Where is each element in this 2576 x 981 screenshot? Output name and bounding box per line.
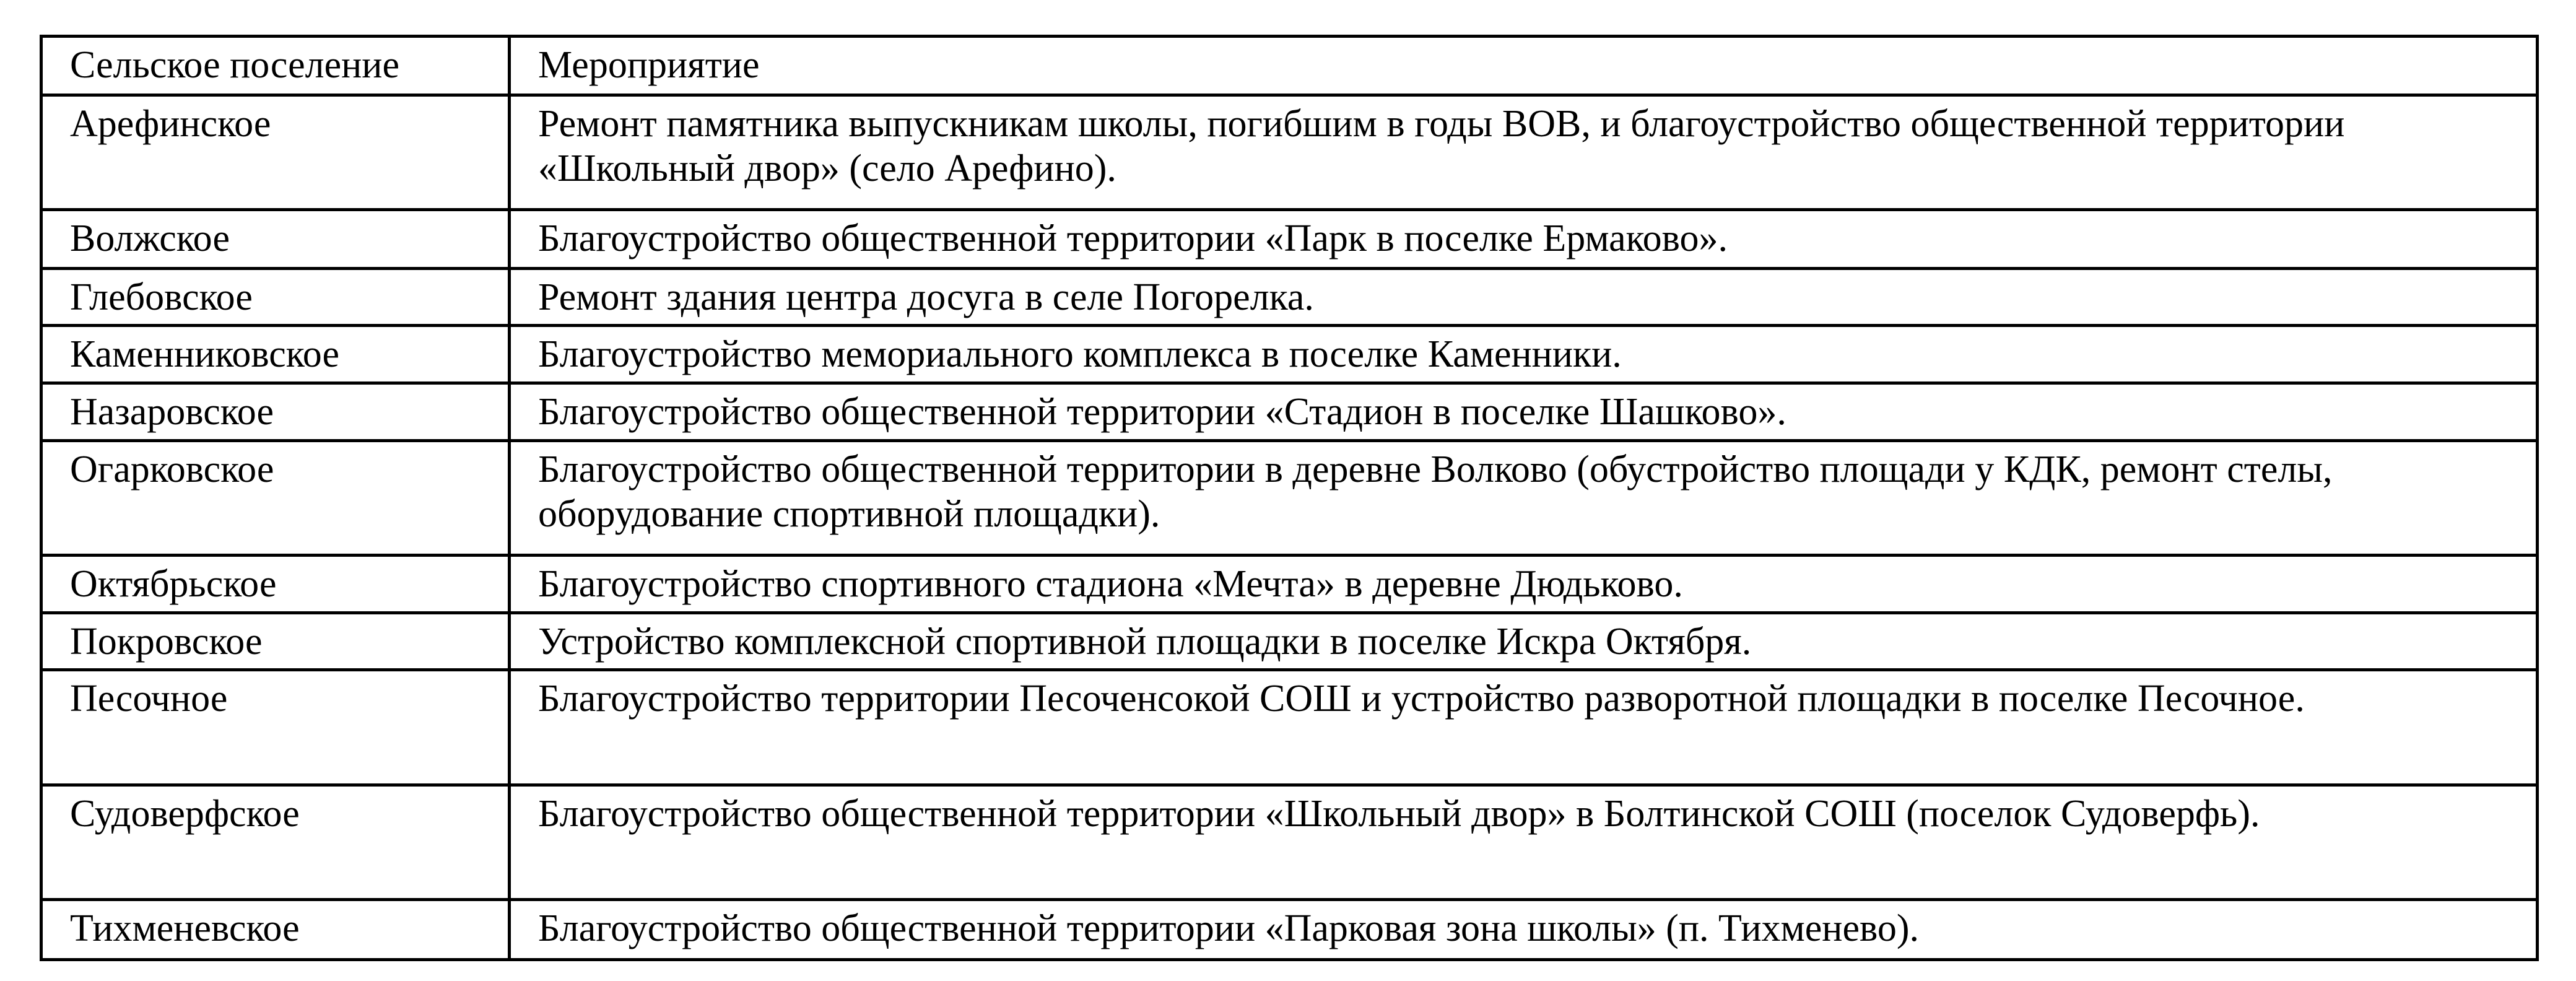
event-cell: Благоустройство мемориального комплекса в поселке Каменники. [510,326,2538,383]
table-header-row [41,37,2538,95]
header-event: Мероприятие [510,37,2538,95]
table-row [41,268,2538,326]
settlement-cell: Огарковское [41,440,510,555]
table-row [41,383,2538,441]
event-cell: Ремонт здания центра досуга в селе Погорелка. [510,268,2538,326]
table-row [41,210,2538,269]
settlement-cell: Волжское [41,210,510,269]
table-row [41,326,2538,383]
event-cell: Благоустройство территории Песоченсокой СОШ и устройство разворотной площадки в поселке Песочное. [510,670,2538,785]
table-row [41,440,2538,555]
table-row [41,670,2538,785]
table-row [41,556,2538,613]
event-cell: Благоустройство общественной территории «Парк в поселке Ермаково». [510,210,2538,269]
event-cell: Благоустройство общественной территории «Школьный двор» в Болтинской СОШ (поселок Судоверфь). [510,785,2538,899]
event-cell: Устройство комплексной спортивной площадки в поселке Искра Октября. [510,613,2538,670]
table-row [41,785,2538,899]
settlement-cell: Назаровское [41,383,510,441]
event-cell: Ремонт памятника выпускникам школы, погибшим в годы ВОВ, и благоустройство общественной территории «Школьный двор» (село Арефино). [510,95,2538,209]
table-row [41,613,2538,670]
header-settlement: Сельское поселение [41,37,510,95]
settlement-cell: Октябрьское [41,556,510,613]
settlement-cell: Глебовское [41,268,510,326]
event-cell: Благоустройство общественной территории в деревне Волково (обустройство площади у КДК, ремонт стелы, оборудование спортивной площадки). [510,440,2538,555]
settlement-cell: Каменниковское [41,326,510,383]
event-cell: Благоустройство общественной территории «Стадион в поселке Шашково». [510,383,2538,441]
table-row [41,900,2538,960]
table-row [41,95,2538,209]
settlement-cell: Арефинское [41,95,510,209]
event-cell: Благоустройство спортивного стадиона «Мечта» в деревне Дюдьково. [510,556,2538,613]
settlement-events-table [40,35,2539,961]
event-cell: Благоустройство общественной территории «Парковая зона школы» (п. Тихменево). [510,900,2538,960]
settlement-cell: Покровское [41,613,510,670]
settlement-cell: Песочное [41,670,510,785]
settlement-cell: Тихменевское [41,900,510,960]
settlement-cell: Судоверфское [41,785,510,899]
